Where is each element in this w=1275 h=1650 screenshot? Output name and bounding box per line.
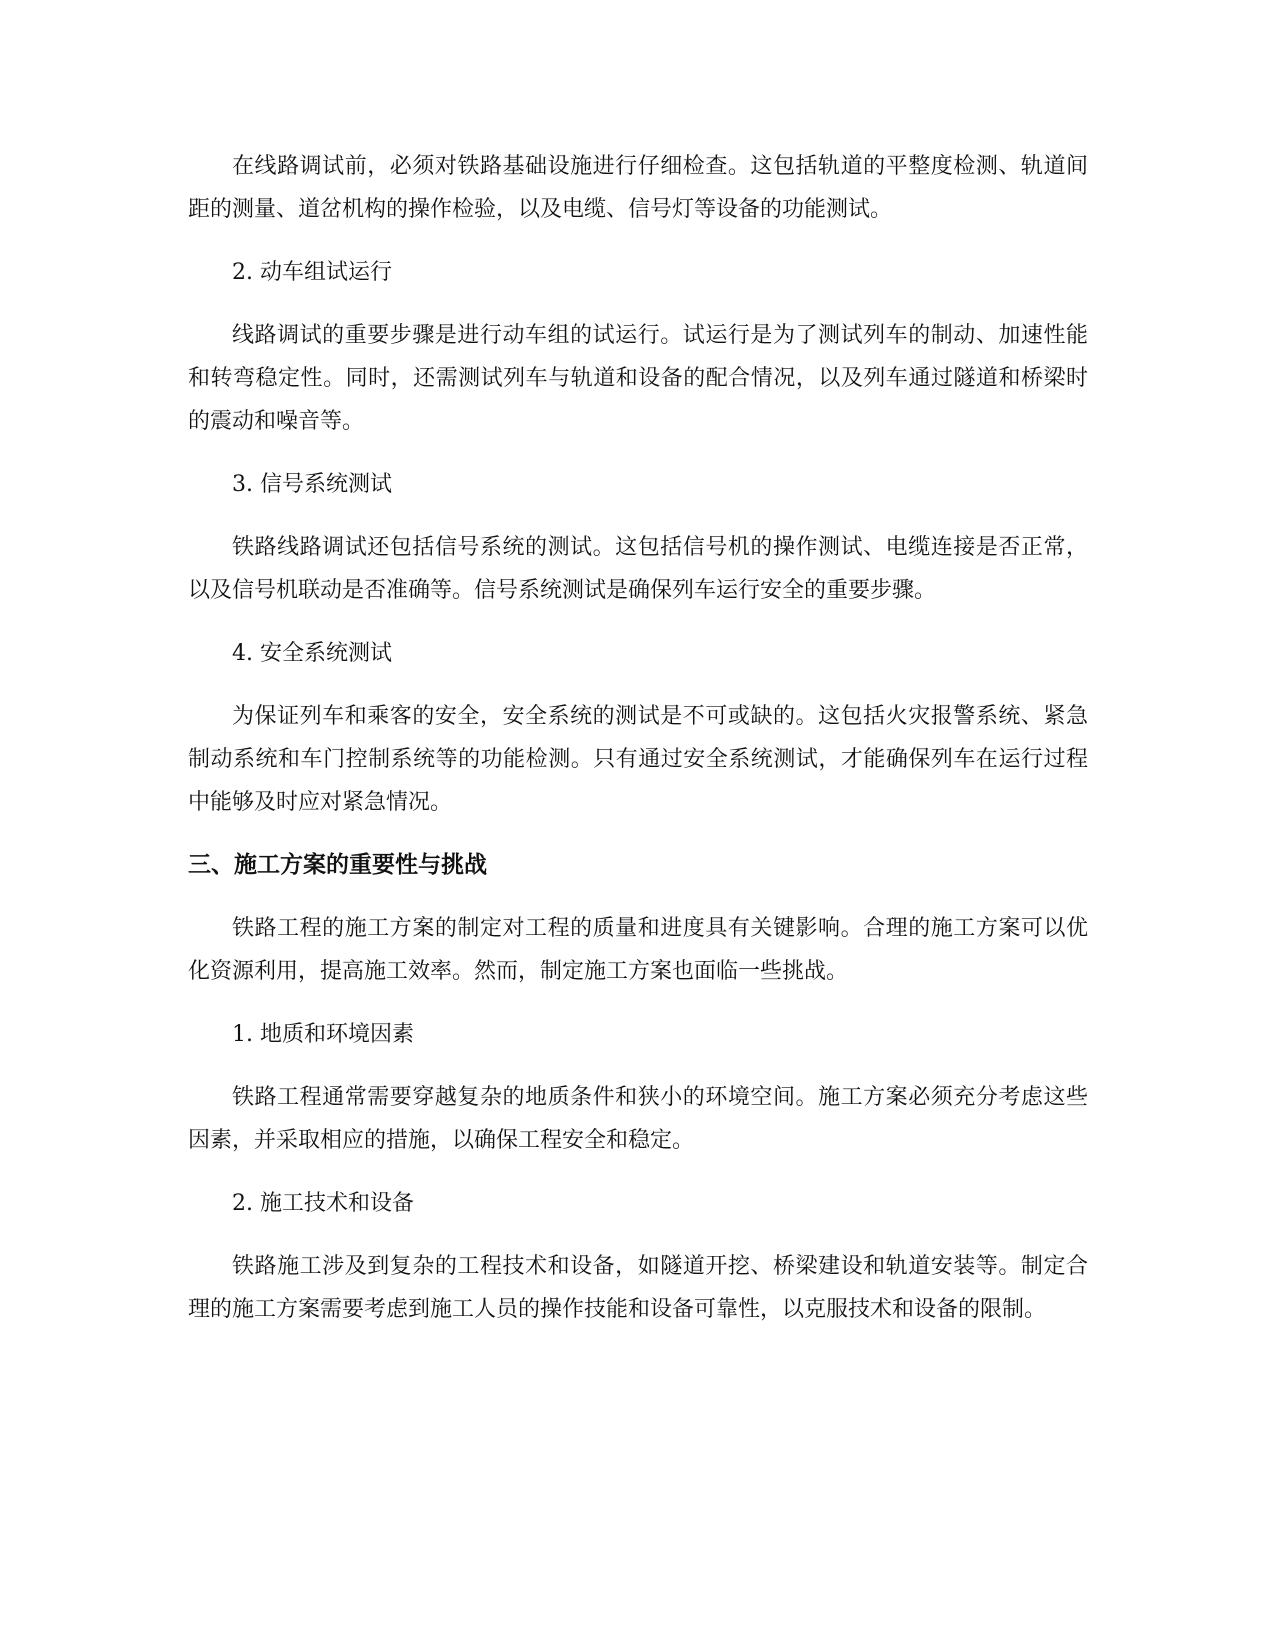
- subheading-technology-equipment: 2. 施工技术和设备: [232, 1191, 414, 1216]
- paragraph-signal-system-test: 铁路线路调试还包括信号系统的测试。这包括信号机的操作测试、电缆连接是否正常，以及信号机联动是否准确等。信号系统测试是确保列车运行安全的重要步骤。: [188, 535, 1088, 603]
- paragraph-infrastructure-inspection: 在线路调试前，必须对铁路基础设施进行仔细检查。这包括轨道的平整度检测、轨道间距的测量、道岔机构的操作检验，以及电缆、信号灯等设备的功能测试。: [188, 154, 1088, 222]
- paragraph-technology-equipment: 铁路施工涉及到复杂的工程技术和设备，如隧道开挖、桥梁建设和轨道安装等。制定合理的施工方案需要考虑到施工人员的操作技能和设备可靠性，以克服技术和设备的限制。: [188, 1254, 1088, 1322]
- document-body: [188, 145, 1088, 1351]
- subheading-geology-environment: 1. 地质和环境因素: [232, 1022, 414, 1047]
- paragraph-safety-system-test: 为保证列车和乘客的安全，安全系统的测试是不可或缺的。这包括火灾报警系统、紧急制动系统和车门控制系统等的功能检测。只有通过安全系统测试，才能确保列车在运行过程中能够及时应对紧急情况。: [188, 704, 1088, 815]
- section-heading-construction-plan: 三、施工方案的重要性与挑战: [188, 852, 487, 878]
- paragraph-geology-environment: 铁路工程通常需要穿越复杂的地质条件和狭小的环境空间。施工方案必须充分考虑这些因素，并采取相应的措施，以确保工程安全和稳定。: [188, 1085, 1088, 1153]
- paragraph-emu-trial-run: 线路调试的重要步骤是进行动车组的试运行。试运行是为了测试列车的制动、加速性能和转弯稳定性。同时，还需测试列车与轨道和设备的配合情况，以及列车通过隧道和桥梁时的震动和噪音等。: [188, 323, 1088, 434]
- subheading-safety-system-test: 4. 安全系统测试: [232, 641, 392, 666]
- paragraph-construction-plan-intro: 铁路工程的施工方案的制定对工程的质量和进度具有关键影响。合理的施工方案可以优化资源利用，提高施工效率。然而，制定施工方案也面临一些挑战。: [188, 916, 1088, 984]
- subheading-signal-system-test: 3. 信号系统测试: [232, 472, 392, 497]
- subheading-emu-trial-run: 2. 动车组试运行: [232, 260, 392, 285]
